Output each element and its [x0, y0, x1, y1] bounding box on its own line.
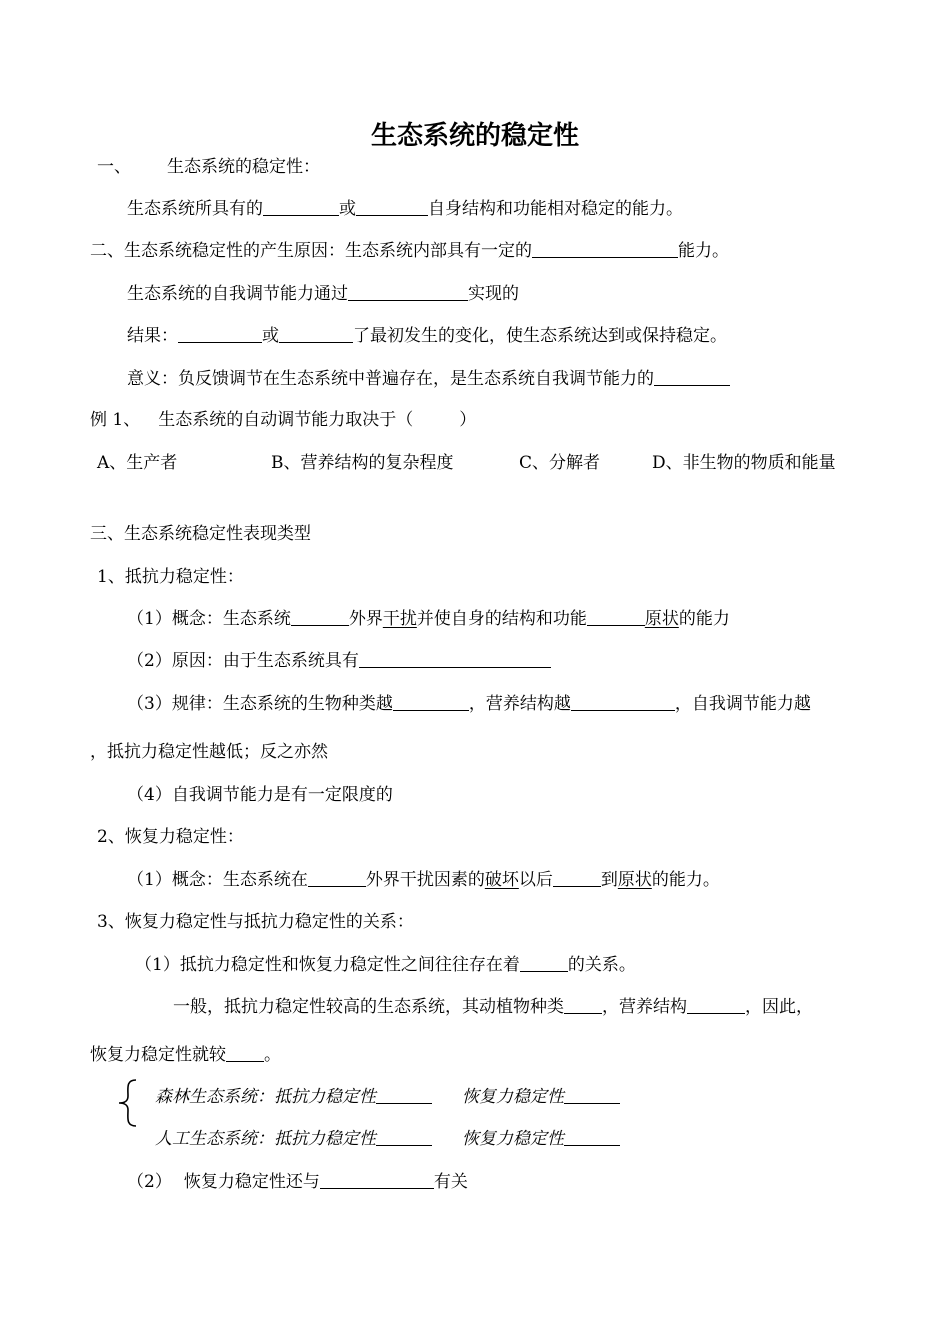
- example-option-c: C、分解者: [519, 453, 601, 473]
- blank-14[interactable]: [553, 870, 601, 887]
- resistance-rule-continued: ，抵抗力稳定性越低；反之亦然: [90, 742, 328, 762]
- blank-16[interactable]: [564, 997, 602, 1014]
- blank-6[interactable]: [279, 326, 353, 343]
- blank-5[interactable]: [178, 326, 262, 343]
- page-title: 生态系统的稳定性: [370, 121, 579, 151]
- blank-17[interactable]: [687, 997, 745, 1014]
- blank-10[interactable]: [359, 651, 551, 668]
- resilience-heading: 2、恢复力稳定性：: [97, 827, 244, 847]
- resilience-concept: （1）概念：生态系统在 外界干扰因素的破坏以后 到原状的能力。: [127, 870, 720, 890]
- self-regulation-line: 生态系统的自我调节能力通过 实现的: [127, 284, 519, 304]
- section-1-heading: [97, 156, 320, 178]
- blank-19[interactable]: [376, 1087, 432, 1104]
- blank-21[interactable]: [376, 1129, 432, 1146]
- resistance-limit: （4）自我调节能力是有一定限度的: [127, 785, 393, 805]
- relationship-point-1: （1）抵抗力稳定性和恢复力稳定性之间往往存在着 的关系。: [135, 955, 636, 975]
- blank-7[interactable]: [654, 369, 730, 386]
- section-3-heading: 三、生态系统稳定性表现类型: [90, 524, 311, 544]
- blank-22[interactable]: [564, 1129, 620, 1146]
- blank-11[interactable]: [393, 694, 469, 711]
- resistance-heading: 1、抵抗力稳定性：: [97, 567, 244, 587]
- blank-3[interactable]: [532, 241, 678, 258]
- example-option-d: D、非生物的物质和能量: [652, 453, 836, 473]
- section-1-label: 一、: [97, 157, 131, 177]
- blank-8[interactable]: [291, 609, 349, 626]
- blank-12[interactable]: [571, 694, 675, 711]
- blank-20[interactable]: [564, 1087, 620, 1104]
- example-question: 例 1、 生态系统的自动调节能力取决于（ ）: [90, 410, 477, 430]
- example-option-b: B、营养结构的复杂程度: [271, 453, 454, 473]
- blank-9[interactable]: [587, 609, 645, 626]
- curly-brace-icon: [116, 1078, 142, 1128]
- stability-definition: 生态系统所具有的 或 自身结构和功能相对稳定的能力。: [127, 199, 683, 219]
- artificial-ecosystem-line: 人工生态系统：抵抗力稳定性 恢复力稳定性: [155, 1128, 620, 1150]
- relationship-general: 一般，抵抗力稳定性较高的生态系统，其动植物种类 ，营养结构 ，因此，: [173, 997, 813, 1017]
- resistance-reason: （2）原因：由于生态系统具有: [127, 650, 551, 672]
- blank-13[interactable]: [308, 870, 366, 887]
- example-option-a: A、生产者: [97, 453, 178, 473]
- relationship-heading: 3、恢复力稳定性与抵抗力稳定性的关系：: [97, 912, 414, 932]
- blank-2[interactable]: [356, 199, 428, 216]
- result-line: 结果： 或 了最初发生的变化，使生态系统达到或保持稳定。: [127, 326, 727, 346]
- resistance-rule: （3）规律：生态系统的生物种类越 ，营养结构越 ，自我调节能力越: [127, 694, 811, 714]
- resistance-concept: （1）概念：生态系统 外界干扰并使自身的结构和功能 原状的能力: [127, 609, 730, 629]
- blank-15[interactable]: [520, 955, 568, 972]
- section-2-heading: 二、生态系统稳定性的产生原因：生态系统内部具有一定的 能力。: [90, 241, 729, 261]
- blank-1[interactable]: [263, 199, 339, 216]
- section-1-title: 生态系统的稳定性：: [167, 157, 320, 177]
- blank-23[interactable]: [320, 1172, 434, 1189]
- relationship-general-continued: 恢复力稳定性就较 。: [90, 1045, 281, 1065]
- relationship-point-2: （2） 恢复力稳定性还与 有关: [127, 1172, 468, 1192]
- blank-18[interactable]: [226, 1045, 264, 1062]
- meaning-line: 意义：负反馈调节在生态系统中普遍存在，是生态系统自我调节能力的: [127, 368, 730, 390]
- blank-4[interactable]: [348, 284, 468, 301]
- forest-ecosystem-line: 森林生态系统：抵抗力稳定性 恢复力稳定性: [155, 1086, 620, 1108]
